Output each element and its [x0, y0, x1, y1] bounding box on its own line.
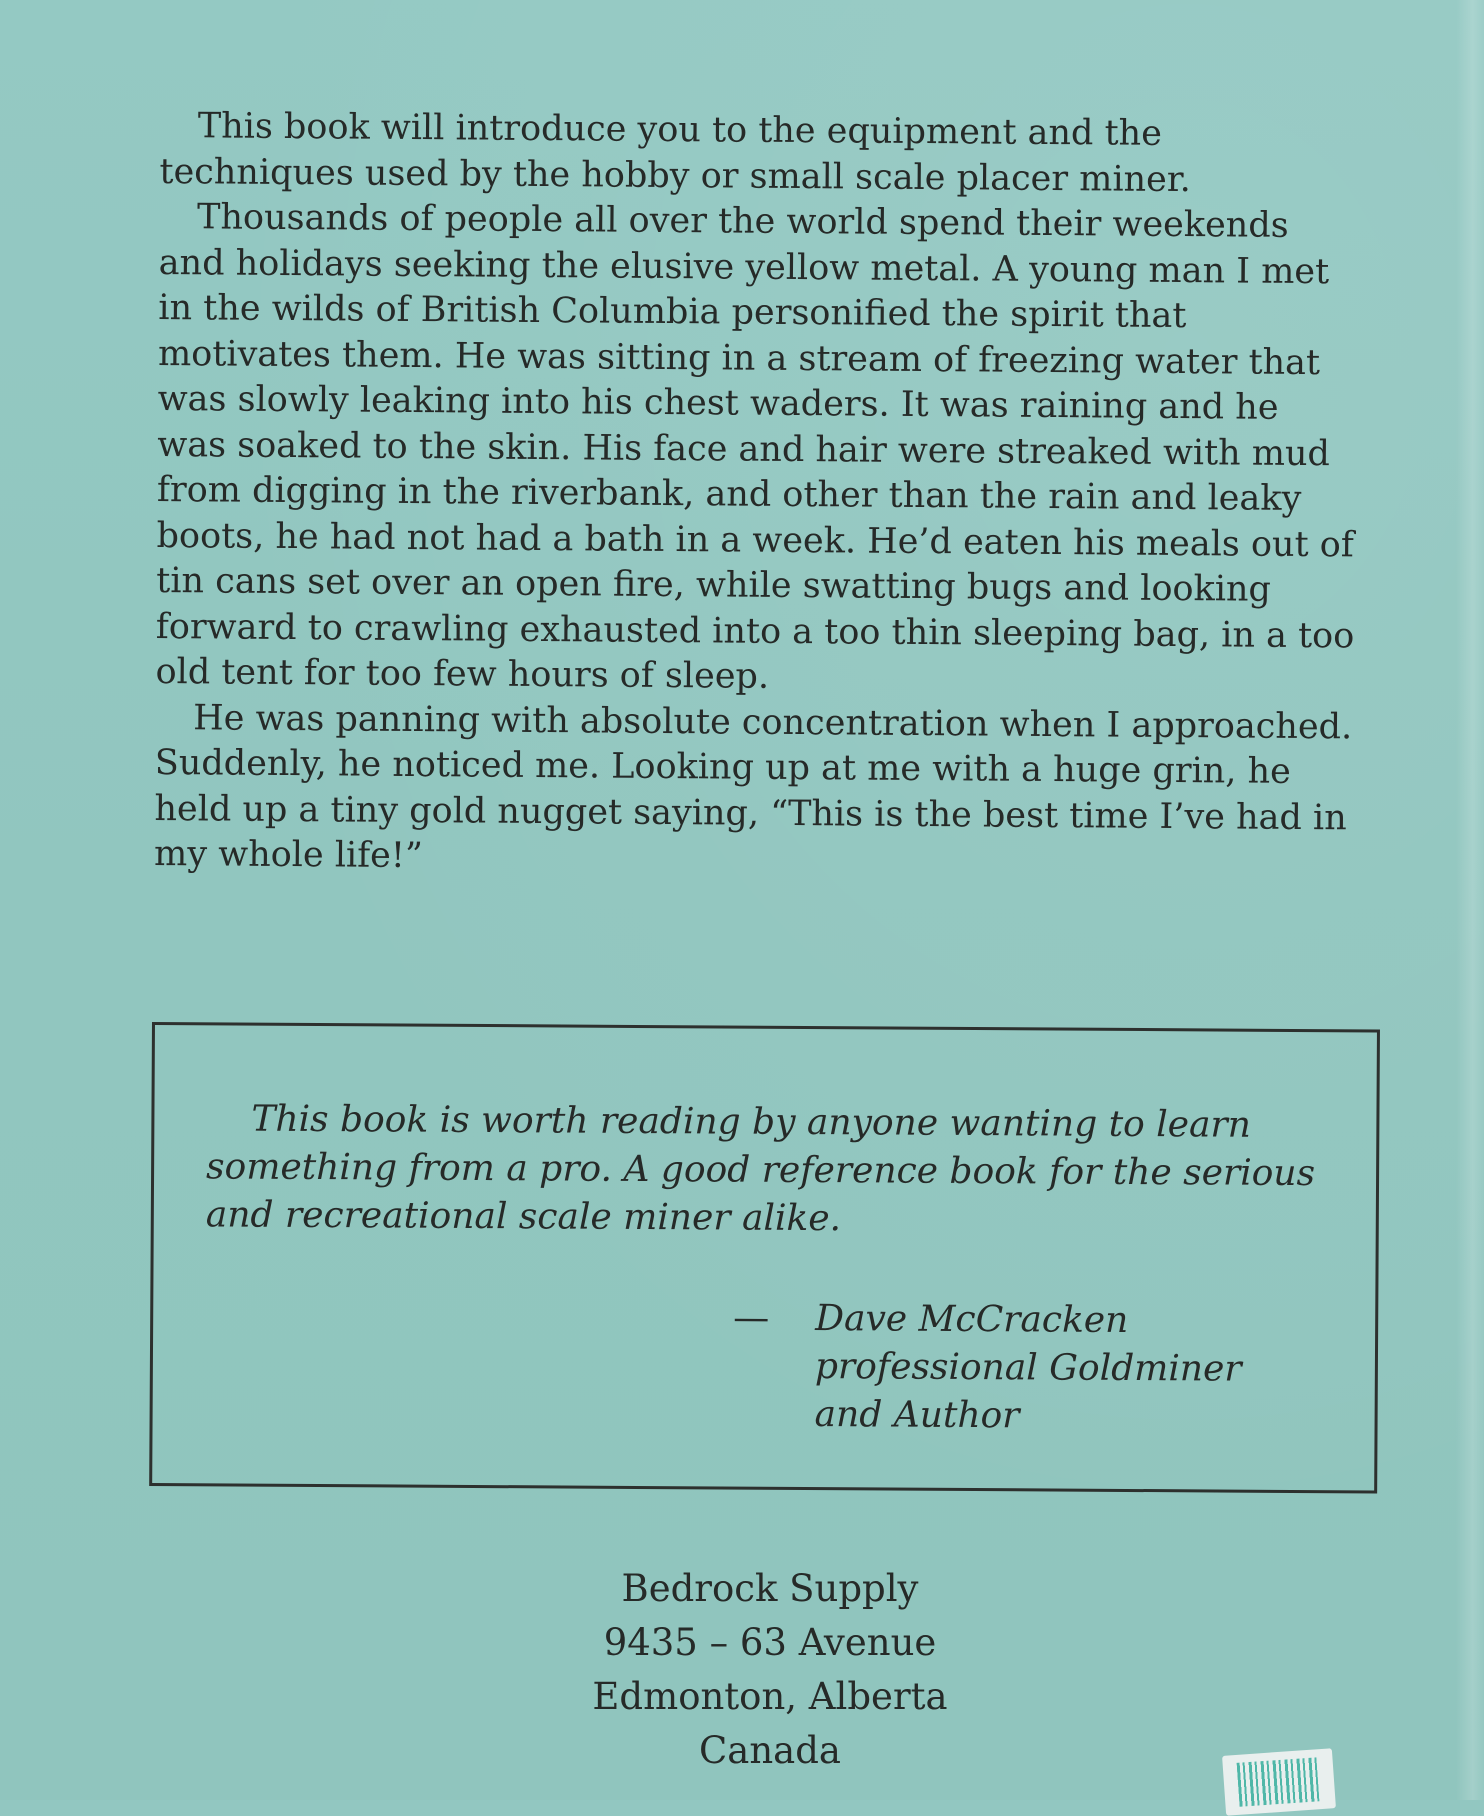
attribution-dash: — — [733, 1297, 770, 1339]
publisher-address — [0, 1562, 1484, 1778]
reviewer-name: Dave McCracken — [815, 1298, 1129, 1341]
barcode-bars — [1237, 1757, 1320, 1806]
barcode-sticker — [1222, 1748, 1336, 1816]
cover-edge-highlight — [1456, 0, 1484, 1800]
cover-blurb — [154, 104, 1360, 887]
blurb-paragraph-ending: He was panning with absolute concentration when I approached. Suddenly, he noticed me. Looking up at me with a huge grin, he held up a tiny gold nugget saying, “This is the best time I’ve had in my whole life!” — [153, 697, 1353, 877]
blurb-paragraph-story: Thousands of people all over the world spend their weekends and holidays seeking the elusive yellow metal. A young man I met in the wilds of British Columbia personified the spirit that motivates them. He was sitting in a stream of freezing water that was slowly leaking into his chest waders. It was raining and he was soaked to the skin. His face and hair were streaked with mud from digging in the riverbank, and other than the rain and leaky boots, he had not had a bath in a week. He’d eaten his meals out of tin cans set over an open fire, while swatting bugs and looking forward to crawling exhausted into a too thin sleeping bag, in a too old tent for too few hours of sleep. — [155, 197, 1355, 697]
review-box — [149, 1022, 1380, 1493]
publisher-city: Edmonton, Alberta — [592, 1675, 948, 1718]
blurb-paragraph-intro: This book will introduce you to the equipment and the techniques used by the hobby or small scale placer miner. — [159, 106, 1192, 200]
publisher-country: Canada — [698, 1729, 841, 1772]
publisher-street: 9435 – 63 Avenue — [603, 1621, 937, 1664]
reviewer-role-line-1: professional Goldminer — [814, 1346, 1242, 1390]
publisher-name: Bedrock Supply — [621, 1567, 919, 1610]
review-quote: This book is worth reading by anyone wanting to learn something from a pro. A good reference book for the serious and recreational scale miner alike. — [205, 1098, 1316, 1240]
reviewer-role-line-2: and Author — [814, 1394, 1020, 1437]
